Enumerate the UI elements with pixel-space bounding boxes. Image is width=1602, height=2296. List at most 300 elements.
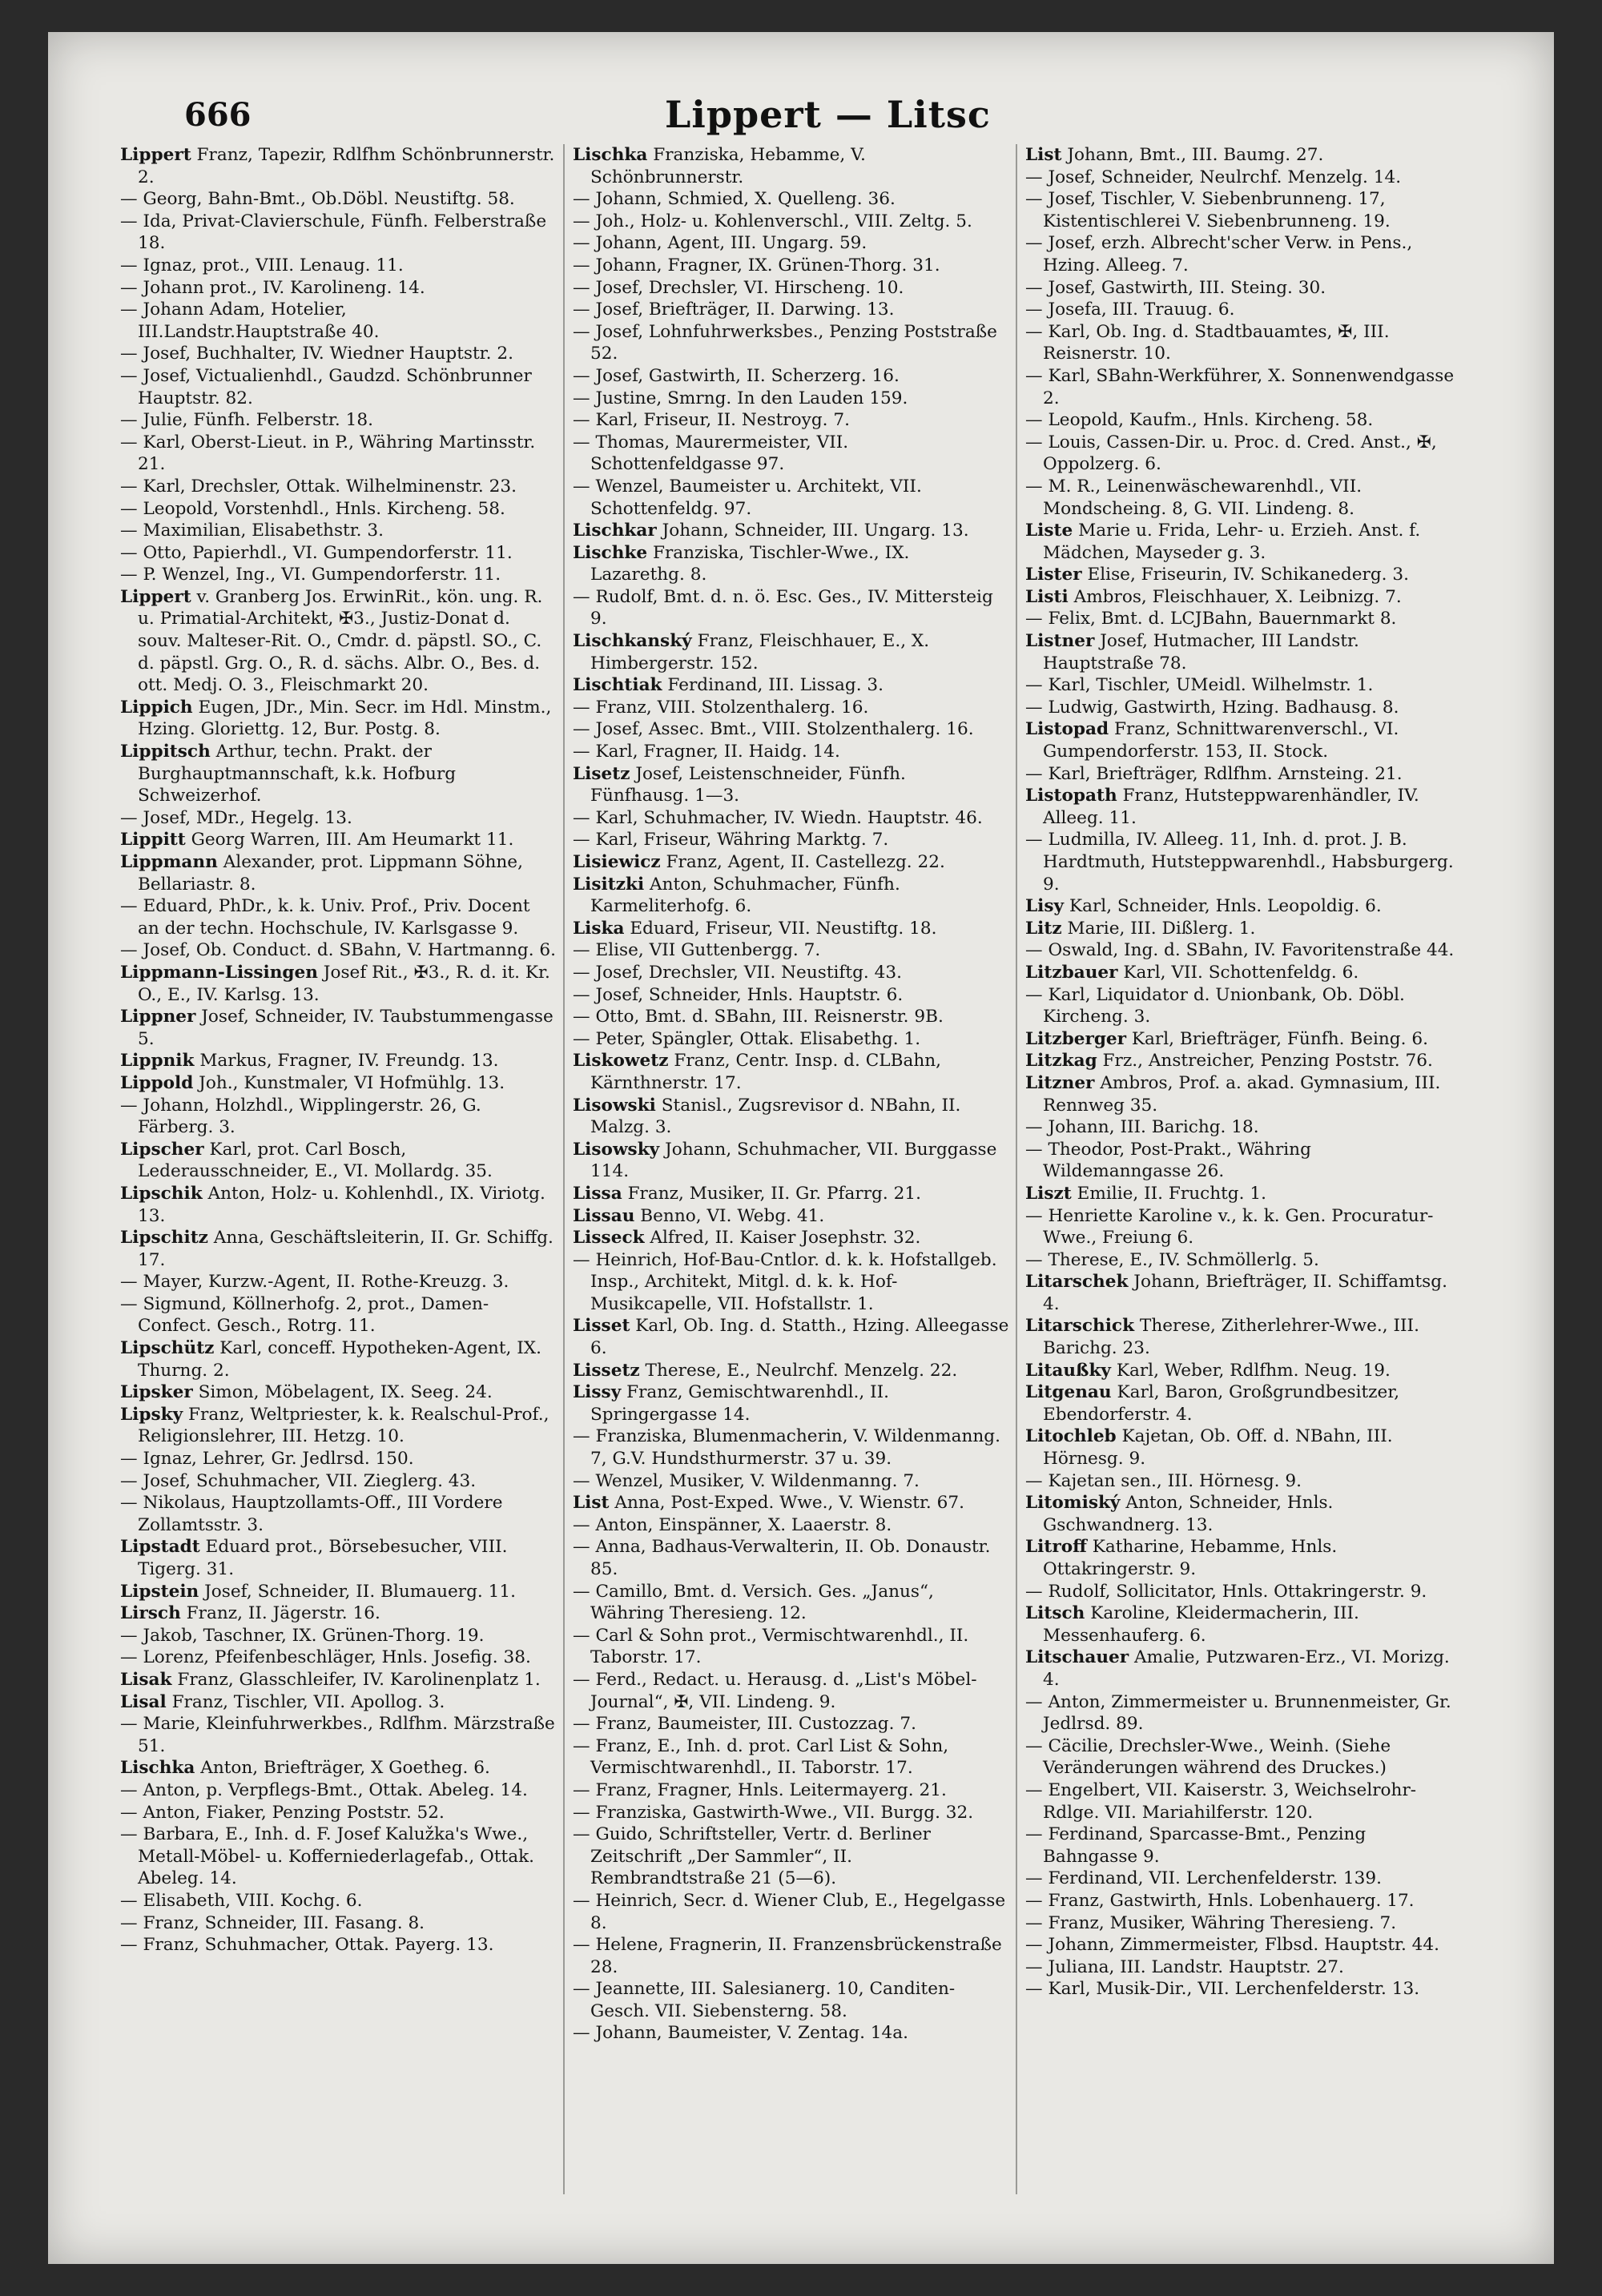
entry-text: Arthur, techn. Prakt. der Burghauptmannschaft, k.k. Hofburg Schweizerhof. xyxy=(138,742,457,806)
directory-entry xyxy=(573,1625,1009,1669)
entry-text: — Josef, Drechsler, VI. Hirscheng. 10. xyxy=(573,277,904,298)
directory-entry xyxy=(120,1647,557,1669)
entry-text: Anton, Schuhmacher, Fünfh. Karmeliterhofg. 6. xyxy=(590,874,900,917)
directory-entry xyxy=(573,144,1009,188)
entry-surname: Litzner xyxy=(1025,1072,1095,1093)
entry-surname: Lipschik xyxy=(120,1183,203,1204)
entry-surname: Lipstein xyxy=(120,1581,199,1602)
entry-text: Therese, E., Neulrchf. Menzelg. 22. xyxy=(639,1360,958,1381)
entry-text: Alexander, prot. Lippmann Söhne, Bellariastr. 8. xyxy=(138,852,523,895)
directory-entry xyxy=(1025,1602,1462,1647)
column-1 xyxy=(120,144,557,2194)
directory-entry xyxy=(573,388,1009,410)
entry-text: — Johann, Schmied, X. Quelleng. 36. xyxy=(573,189,896,210)
entry-text: — Josef, Drechsler, VII. Neustiftg. 43. xyxy=(573,962,902,983)
directory-entry xyxy=(573,188,1009,211)
entry-surname: Lisiewicz xyxy=(573,852,661,872)
entry-text: — Mayer, Kurzw.-Agent, II. Rothe-Kreuzg. 3. xyxy=(120,1272,509,1293)
entry-surname: Lischka xyxy=(120,1758,195,1779)
entry-text: — Johann, Fragner, IX. Grünen-Thorg. 31. xyxy=(573,255,940,275)
directory-entry xyxy=(573,1890,1009,1934)
entry-text: Anton, Schneider, Hnls. Gschwandnerg. 13. xyxy=(1043,1493,1334,1535)
entry-text: Ambros, Prof. a. akad. Gymnasium, III. Rennweg 35. xyxy=(1043,1072,1441,1116)
entry-text: — Franziska, Gastwirth-Wwe., VII. Burgg. 32. xyxy=(573,1802,974,1823)
directory-entry xyxy=(1025,188,1462,232)
entry-text: — Karl, Briefträger, Rdlfhm. Arnsteing. 21. xyxy=(1025,763,1403,784)
entry-text: — Louis, Cassen-Dir. u. Proc. d. Cred. Anst., ✠, Oppolzerg. 6. xyxy=(1025,432,1437,475)
directory-entry xyxy=(1025,321,1462,365)
directory-entry xyxy=(1025,520,1462,564)
entry-text: Franz, II. Jägerstr. 16. xyxy=(180,1603,380,1624)
entry-surname: Lischke xyxy=(573,542,648,563)
directory-entry xyxy=(120,343,557,365)
entry-text: — Franz, Musiker, Währing Theresieng. 7. xyxy=(1025,1912,1397,1933)
directory-entry xyxy=(573,1425,1009,1470)
directory-entry xyxy=(1025,432,1462,476)
entry-text: — Ignaz, Lehrer, Gr. Jedlrsd. 150. xyxy=(120,1449,414,1470)
directory-entry xyxy=(120,1757,557,1779)
directory-entry xyxy=(1025,1425,1462,1470)
entry-text: — Josef, Schneider, Neulrchf. Menzelg. 14. xyxy=(1025,167,1402,187)
entry-surname: Lippner xyxy=(120,1007,196,1027)
entry-text: — Karl, Ob. Ing. d. Stadtbauamtes, ✠, III. Reisnerstr. 10. xyxy=(1025,321,1390,364)
entry-text: — Karl, Liquidator d. Unionbank, Ob. Döbl. Kircheng. 3. xyxy=(1025,984,1405,1027)
directory-entry xyxy=(120,1713,557,1757)
entry-text: Josef, Schneider, IV. Taubstummengasse 5. xyxy=(138,1007,553,1049)
entry-text: — Cäcilie, Drechsler-Wwe., Weinh. (Siehe Veränderungen während des Druckes.) xyxy=(1025,1735,1391,1779)
directory-entry xyxy=(1025,1249,1462,1272)
directory-entry xyxy=(573,520,1009,542)
directory-entry xyxy=(1025,564,1462,586)
entry-text: Karl, VII. Schottenfeldg. 6. xyxy=(1117,962,1359,983)
entry-text: Marie u. Frida, Lehr- u. Erzieh. Anst. f. Mädchen, Mayseder g. 3. xyxy=(1043,521,1421,563)
entry-text: — P. Wenzel, Ing., VI. Gumpendorferstr. 11. xyxy=(120,565,501,585)
entry-text: — Henriette Karoline v., k. k. Gen. Procuratur-Wwe., Freiung 6. xyxy=(1025,1205,1434,1249)
entry-text: — Leopold, Vorstenhdl., Hnls. Kircheng. 58. xyxy=(120,498,505,519)
directory-entry xyxy=(1025,365,1462,409)
directory-entry xyxy=(120,1183,557,1227)
directory-entry xyxy=(573,630,1009,674)
entry-text: Amalie, Putzwaren-Erz., VI. Morizg. 4. xyxy=(1043,1647,1450,1690)
entry-text: — Ignaz, prot., VIII. Lenaug. 11. xyxy=(120,255,404,275)
entry-surname: Lischkar xyxy=(573,521,657,541)
entry-text: Elise, Friseurin, IV. Schikanederg. 3. xyxy=(1081,565,1410,585)
entry-text: Karl, Schneider, Hnls. Leopoldig. 6. xyxy=(1064,896,1382,917)
entry-text: — Engelbert, VII. Kaiserstr. 3, Weichselrohr-Rdlge. VII. Mariahilferstr. 120. xyxy=(1025,1779,1417,1823)
entry-text: — Franz, Schneider, III. Fasang. 8. xyxy=(120,1912,425,1933)
directory-entry xyxy=(1025,1824,1462,1868)
entry-text: Karl, conceff. Hypotheken-Agent, IX. Thurng. 2. xyxy=(138,1338,541,1381)
directory-entry xyxy=(573,1360,1009,1382)
entry-text: Stanisl., Zugsrevisor d. NBahn, II. Malzg. 3. xyxy=(590,1095,961,1138)
entry-text: Franz, Tischler, VII. Apollog. 3. xyxy=(166,1691,445,1712)
entry-text: — Josef, erzh. Albrecht'scher Verw. in Pens., Hzing. Alleeg. 7. xyxy=(1025,233,1413,275)
entry-surname: Lisal xyxy=(120,1691,167,1712)
directory-entry xyxy=(1025,144,1462,167)
directory-entry xyxy=(573,586,1009,630)
directory-entry xyxy=(120,829,557,851)
entry-text: — Josef, Schneider, Hnls. Hauptstr. 6. xyxy=(573,984,904,1005)
directory-entry xyxy=(120,255,557,277)
entry-surname: Listner xyxy=(1025,631,1095,652)
directory-entry xyxy=(573,1669,1009,1713)
directory-entry xyxy=(573,1713,1009,1735)
entry-text: — Franz, E., Inh. d. prot. Carl List & Sohn, Vermischtwarenhdl., II. Taborstr. 17. xyxy=(573,1735,949,1779)
directory-entry xyxy=(120,851,557,895)
directory-entry xyxy=(1025,1072,1462,1116)
entry-text: Franziska, Hebamme, V. Schönbrunnerstr. xyxy=(590,145,866,187)
entry-text: — Karl, Schuhmacher, IV. Wiedn. Hauptstr. 46. xyxy=(573,807,983,828)
entry-text: — Rudolf, Bmt. d. n. ö. Esc. Ges., IV. Mittersteig 9. xyxy=(573,586,993,629)
directory-entry xyxy=(120,432,557,476)
directory-entry xyxy=(573,1824,1009,1890)
entry-text: — Franziska, Blumenmacherin, V. Wildenmanng. 7, G.V. Hundsthurmerstr. 37 u. 39. xyxy=(573,1426,1000,1470)
directory-entry xyxy=(1025,409,1462,432)
directory-entry xyxy=(1025,476,1462,520)
entry-surname: Listopath xyxy=(1025,786,1117,806)
entry-text: — Karl, Friseur, II. Nestroyg. 7. xyxy=(573,410,850,431)
directory-entry xyxy=(1025,674,1462,697)
directory-entry xyxy=(573,741,1009,763)
directory-entry xyxy=(120,962,557,1006)
entry-text: — Josef, Lohnfuhrwerksbes., Penzing Poststraße 52. xyxy=(573,321,997,364)
entry-text: Joh., Kunstmaler, VI Hofmühlg. 13. xyxy=(193,1072,505,1093)
directory-entry xyxy=(120,1890,557,1912)
directory-entry xyxy=(1025,1934,1462,1956)
entry-text: — Heinrich, Secr. d. Wiener Club, E., Hegelgasse 8. xyxy=(573,1890,1006,1933)
entry-text: — Josef, Victualienhdl., Gaudzd. Schönbrunner Hauptstr. 82. xyxy=(120,365,532,408)
entry-text: — Justine, Smrng. In den Lauden 159. xyxy=(573,388,908,408)
directory-entry xyxy=(573,1470,1009,1493)
entry-text: — Heinrich, Hof-Bau-Cntlor. d. k. k. Hofstallgeb. Insp., Architekt, Mitgl. d. k. k. Hof-Musikcapelle, VII. Hofstallstr. 1. xyxy=(573,1249,997,1314)
directory-entry xyxy=(573,432,1009,476)
running-head: Lippert — Litsc xyxy=(665,93,991,136)
entry-text: — Nikolaus, Hauptzollamts-Off., III Vordere Zollamtsstr. 3. xyxy=(120,1493,503,1535)
entry-text: Johann, Schuhmacher, VII. Burggasse 114. xyxy=(590,1139,997,1182)
entry-surname: Litgenau xyxy=(1025,1382,1112,1403)
directory-entry xyxy=(1025,232,1462,276)
entry-text: — Anton, p. Verpflegs-Bmt., Ottak. Abeleg. 14. xyxy=(120,1779,528,1800)
entry-surname: Litarschick xyxy=(1025,1316,1135,1337)
entry-text: — Johann prot., IV. Karolineng. 14. xyxy=(120,277,425,298)
directory-entry xyxy=(120,586,557,697)
entry-text: Franz, Agent, II. Castellezg. 22. xyxy=(660,852,945,872)
entry-surname: Litsch xyxy=(1025,1603,1085,1624)
entry-text: Anna, Geschäftsleiterin, II. Gr. Schiffg. 17. xyxy=(138,1228,553,1270)
entry-text: — Josef, Gastwirth, II. Scherzerg. 16. xyxy=(573,365,900,386)
directory-entry xyxy=(120,697,557,741)
entry-surname: Lisseck xyxy=(573,1228,645,1249)
directory-entry xyxy=(573,1028,1009,1051)
directory-entry xyxy=(573,763,1009,807)
directory-entry xyxy=(573,1802,1009,1824)
directory-entry xyxy=(120,188,557,211)
directory-entry xyxy=(120,1006,557,1050)
entry-text: — Josefa, III. Trauug. 6. xyxy=(1025,300,1235,320)
column-divider xyxy=(563,144,565,2194)
directory-entry xyxy=(1025,1183,1462,1205)
directory-entry xyxy=(120,1492,557,1536)
directory-entry xyxy=(573,1139,1009,1183)
directory-entry xyxy=(120,520,557,542)
directory-entry xyxy=(573,321,1009,365)
directory-entry xyxy=(573,851,1009,874)
entry-text: Katharine, Hebamme, Hnls. Ottakringerstr. 9. xyxy=(1043,1537,1338,1579)
directory-entry xyxy=(120,1404,557,1448)
directory-entry xyxy=(573,718,1009,741)
entry-surname: Lippich xyxy=(120,697,193,718)
entry-text: — Johann Adam, Hotelier, III.Landstr.Hauptstraße 40. xyxy=(120,300,380,342)
directory-entry xyxy=(1025,1581,1462,1603)
directory-entry xyxy=(1025,1050,1462,1072)
directory-entry xyxy=(573,2022,1009,2045)
page-number: 666 xyxy=(184,96,252,134)
directory-entry xyxy=(1025,984,1462,1028)
entry-surname: Lippitsch xyxy=(120,742,211,762)
directory-entry xyxy=(1025,299,1462,321)
directory-entry xyxy=(573,232,1009,255)
entry-surname: Lissa xyxy=(573,1183,622,1204)
entry-text: Franz, Glasschleifer, IV. Karolinenplatz 1. xyxy=(171,1669,541,1690)
entry-text: Johann, Briefträger, II. Schiffamtsg. 4. xyxy=(1043,1272,1447,1314)
entry-surname: Litzkag xyxy=(1025,1051,1097,1072)
entry-text: — Julie, Fünfh. Felberstr. 18. xyxy=(120,410,373,431)
entry-text: — Thomas, Maurermeister, VII. Schottenfeldgasse 97. xyxy=(573,432,849,475)
entry-text: — Therese, E., IV. Schmöllerlg. 5. xyxy=(1025,1249,1319,1270)
entry-surname: Lister xyxy=(1025,565,1082,585)
directory-entry xyxy=(1025,1381,1462,1425)
entry-text: — Josef, Briefträger, II. Darwing. 13. xyxy=(573,300,895,320)
entry-surname: Lischka xyxy=(573,145,648,165)
directory-entry xyxy=(573,1514,1009,1537)
directory-entry xyxy=(120,1381,557,1404)
directory-entry xyxy=(1025,1271,1462,1315)
directory-entry xyxy=(120,564,557,586)
entry-surname: Liskowetz xyxy=(573,1051,669,1072)
directory-entry xyxy=(573,1581,1009,1625)
directory-entry xyxy=(120,1625,557,1647)
entry-text: — Jakob, Taschner, IX. Grünen-Thorg. 19. xyxy=(120,1625,485,1646)
directory-entry xyxy=(573,874,1009,918)
entry-text: Alfred, II. Kaiser Josephstr. 32. xyxy=(644,1228,921,1249)
directory-entry xyxy=(120,144,557,188)
entry-text: — Georg, Bahn-Bmt., Ob.Döbl. Neustiftg. 58. xyxy=(120,189,515,210)
directory-entry xyxy=(573,1536,1009,1580)
entry-text: — Oswald, Ing. d. SBahn, IV. Favoritenstraße 44. xyxy=(1025,940,1455,961)
directory-entry xyxy=(1025,1139,1462,1183)
entry-text: — Wenzel, Baumeister u. Architekt, VII. Schottenfeldg. 97. xyxy=(573,476,922,519)
entry-text: — Kajetan sen., III. Hörnesg. 9. xyxy=(1025,1470,1302,1491)
entry-surname: Lissau xyxy=(573,1205,635,1226)
entry-text: — Karl, Musik-Dir., VII. Lerchenfelderstr. 13. xyxy=(1025,1979,1420,2000)
directory-entry xyxy=(573,1978,1009,2022)
directory-entry xyxy=(1025,1360,1462,1382)
entry-text: Marie, III. Dißlerg. 1. xyxy=(1061,918,1256,939)
entry-text: Josef, Schneider, II. Blumauerg. 11. xyxy=(199,1581,516,1602)
entry-surname: Liska xyxy=(573,918,625,939)
directory-entry xyxy=(1025,630,1462,674)
directory-entry xyxy=(1025,1890,1462,1912)
entry-surname: Lisy xyxy=(1025,896,1065,917)
directory-entry xyxy=(573,829,1009,851)
entry-surname: Lischtiak xyxy=(573,675,662,696)
entry-text: — Helene, Fragnerin, II. Franzensbrückenstraße 28. xyxy=(573,1935,1002,1977)
directory-entry xyxy=(1025,1779,1462,1824)
entry-surname: List xyxy=(573,1493,610,1514)
entry-text: Franz, Musiker, II. Gr. Pfarrg. 21. xyxy=(622,1183,921,1204)
entry-text: — Camillo, Bmt. d. Versich. Ges. „Janus“, Währing Theresieng. 12. xyxy=(573,1581,934,1624)
entry-surname: Liszt xyxy=(1025,1183,1072,1204)
directory-entry xyxy=(573,1095,1009,1139)
directory-entry xyxy=(573,1227,1009,1249)
entry-text: — Josef, Gastwirth, III. Steing. 30. xyxy=(1025,277,1326,298)
entry-text: — Franz, Schuhmacher, Ottak. Payerg. 13. xyxy=(120,1935,494,1956)
entry-text: Simon, Möbelagent, IX. Seeg. 24. xyxy=(192,1382,493,1403)
directory-entry xyxy=(573,1006,1009,1028)
directory-entry xyxy=(1025,1116,1462,1139)
entry-text: — Elise, VII Guttenbergg. 7. xyxy=(573,940,821,961)
entry-text: — Wenzel, Musiker, V. Wildenmanng. 7. xyxy=(573,1470,920,1491)
directory-entry xyxy=(573,1779,1009,1802)
entry-surname: Litschauer xyxy=(1025,1647,1129,1668)
directory-entry xyxy=(120,1050,557,1072)
entry-text: Ferdinand, III. Lissag. 3. xyxy=(662,675,884,696)
directory-entry xyxy=(1025,608,1462,630)
entry-text: — Johann, Baumeister, V. Zentag. 14a. xyxy=(573,2023,909,2044)
entry-text: Anton, Holz- u. Kohlenhdl., IX. Viriotg. 13. xyxy=(138,1183,545,1226)
entry-text: — Ida, Privat-Clavierschule, Fünfh. Felberstraße 18. xyxy=(120,211,547,254)
entry-text: — Ludmilla, IV. Alleeg. 11, Inh. d. prot. J. B. Hardtmuth, Hutsteppwarenhdl., Habsburgerg. 9. xyxy=(1025,830,1454,895)
entry-text: Karl, Briefträger, Fünfh. Being. 6. xyxy=(1126,1028,1428,1049)
entry-surname: Litomiský xyxy=(1025,1493,1121,1514)
directory-entry xyxy=(573,939,1009,962)
entry-text: Franz, Schnittwarenverschl., VI. Gumpendorferstr. 153, II. Stock. xyxy=(1043,719,1399,762)
directory-entry xyxy=(1025,1536,1462,1580)
column-3 xyxy=(1025,144,1462,2194)
directory-entry xyxy=(1025,586,1462,609)
entry-surname: Lippnik xyxy=(120,1051,195,1072)
entry-surname: Litaußky xyxy=(1025,1360,1111,1381)
entry-text: — Josef, Ob. Conduct. d. SBahn, V. Hartmanng. 6. xyxy=(120,940,557,961)
directory-entry xyxy=(1025,1956,1462,1979)
directory-entry xyxy=(573,542,1009,586)
directory-entry xyxy=(573,365,1009,388)
entry-text: — Lorenz, Pfeifenbeschläger, Hnls. Josefig. 38. xyxy=(120,1647,531,1668)
entry-text: — Otto, Bmt. d. SBahn, III. Reisnerstr. 9B. xyxy=(573,1007,944,1027)
directory-entry xyxy=(120,1934,557,1956)
entry-text: — M. R., Leinenwäschewarenhdl., VII. Mondscheing. 8, G. VII. Lindeng. 8. xyxy=(1025,476,1363,519)
directory-entry xyxy=(1025,1028,1462,1051)
directory-entry xyxy=(573,1050,1009,1094)
directory-entry xyxy=(573,277,1009,300)
entry-text: Karoline, Kleidermacherin, III. Messenhauferg. 6. xyxy=(1043,1603,1359,1646)
directory-entry xyxy=(1025,1868,1462,1890)
directory-entry xyxy=(1025,895,1462,918)
entry-text: Karl, Ob. Ing. d. Statth., Hzing. Alleegasse 6. xyxy=(590,1316,1009,1359)
entry-text: — Ferdinand, Sparcasse-Bmt., Penzing Bahngasse 9. xyxy=(1025,1824,1367,1867)
directory-entry xyxy=(573,697,1009,719)
directory-entry xyxy=(1025,1912,1462,1935)
entry-text: Ambros, Fleischhauer, X. Leibnizg. 7. xyxy=(1068,586,1402,607)
entry-text: Frz., Anstreicher, Penzing Poststr. 76. xyxy=(1097,1051,1433,1072)
entry-text: — Anton, Einspänner, X. Laaerstr. 8. xyxy=(573,1514,892,1535)
directory-entry xyxy=(1025,763,1462,786)
directory-entry xyxy=(120,1227,557,1271)
directory-entry xyxy=(573,807,1009,830)
entry-text: — Karl, Oberst-Lieut. in P., Währing Martinsstr. 21. xyxy=(120,432,536,475)
directory-entry xyxy=(120,1293,557,1337)
directory-entry xyxy=(120,895,557,939)
entry-text: — Joh., Holz- u. Kohlenverschl., VIII. Zeltg. 5. xyxy=(573,211,972,231)
directory-entry xyxy=(120,1779,557,1802)
entry-text: — Juliana, III. Landstr. Hauptstr. 27. xyxy=(1025,1956,1344,1977)
directory-entry xyxy=(120,1536,557,1580)
directory-entry xyxy=(573,1249,1009,1316)
entry-surname: Lisowsky xyxy=(573,1139,660,1160)
directory-entry xyxy=(120,1072,557,1095)
directory-entry xyxy=(1025,785,1462,829)
directory-entry xyxy=(573,1934,1009,1978)
directory-entry xyxy=(1025,1691,1462,1735)
entry-text: — Anton, Zimmermeister u. Brunnenmeister, Gr. Jedlrsd. 89. xyxy=(1025,1691,1451,1735)
entry-text: Anton, Briefträger, X Goetheg. 6. xyxy=(195,1758,490,1779)
directory-entry xyxy=(120,1581,557,1603)
entry-surname: Lisitzki xyxy=(573,874,645,895)
directory-entry xyxy=(1025,167,1462,189)
entry-text: — Rudolf, Sollicitator, Hnls. Ottakringerstr. 9. xyxy=(1025,1581,1427,1602)
entry-text: Emilie, II. Fruchtg. 1. xyxy=(1071,1183,1266,1204)
entry-text: Josef, Hutmacher, III Landstr. Hauptstraße 78. xyxy=(1043,631,1359,674)
entry-text: Josef, Leistenschneider, Fünfh. Fünfhausg. 1—3. xyxy=(590,763,906,806)
directory-entry xyxy=(120,1139,557,1183)
entry-text: — Guido, Schriftsteller, Vertr. d. Berliner Zeitschrift „Der Sammler“, II. Rembrandtstraße 21 (5—6). xyxy=(573,1824,931,1889)
directory-entry xyxy=(120,542,557,565)
directory-entry xyxy=(1025,1735,1462,1779)
entry-text: Karl, prot. Carl Bosch, Lederausschneider, E., VI. Mollardg. 35. xyxy=(138,1139,493,1182)
directory-entry xyxy=(573,476,1009,520)
entry-surname: Lipschütz xyxy=(120,1338,215,1359)
entry-text: Benno, VI. Webg. 41. xyxy=(634,1205,825,1226)
directory-entry xyxy=(120,1337,557,1381)
directory-entry xyxy=(1025,1978,1462,2000)
entry-text: — Karl, Friseur, Währing Marktg. 7. xyxy=(573,830,889,850)
entry-surname: Litz xyxy=(1025,918,1062,939)
entry-text: Franz, Fleischhauer, E., X. Himbergerstr. 152. xyxy=(590,631,930,674)
entry-text: Markus, Fragner, IV. Freundg. 13. xyxy=(194,1051,499,1072)
directory-entry xyxy=(120,1669,557,1691)
entry-text: — Johann, III. Barichg. 18. xyxy=(1025,1117,1259,1138)
entry-text: — Eduard, PhDr., k. k. Univ. Prof., Priv. Docent an der techn. Hochschule, IV. Karlsgasse 9. xyxy=(120,896,530,939)
directory-entry xyxy=(573,1735,1009,1779)
entry-text: — Felix, Bmt. d. LCJBahn, Bauernmarkt 8. xyxy=(1025,609,1397,629)
entry-text: — Franz, Gastwirth, Hnls. Lobenhauerg. 17. xyxy=(1025,1890,1415,1911)
entry-surname: Lischkanský xyxy=(573,631,692,652)
entry-text: — Barbara, E., Inh. d. F. Josef Kalužka's Wwe., Metall-Möbel- u. Kofferniederlagefab., Ottak. Abeleg. 14. xyxy=(120,1824,535,1889)
directory-entry xyxy=(1025,1492,1462,1536)
entry-text: — Maximilian, Elisabethstr. 3. xyxy=(120,521,384,541)
entry-surname: Lipsky xyxy=(120,1404,183,1425)
entry-text: v. Granberg Jos. ErwinRit., kön. ung. R. u. Primatial-Architekt, ✠3., Justiz-Donat d. souv. Malteser-Rit. O., Cmdr. d. päpstl. SO., C. d. päpstl. Grg. O., R. d. sächs. Albr. O., Bes. d. ott. Medj. O. 3., Fleischmarkt 20. xyxy=(138,586,543,696)
directory-entry xyxy=(120,741,557,807)
entry-surname: Lippert xyxy=(120,586,191,607)
directory-entry xyxy=(573,409,1009,432)
directory-entry xyxy=(573,918,1009,940)
entry-surname: Lipsker xyxy=(120,1382,193,1403)
entry-text: — Karl, Fragner, II. Haidg. 14. xyxy=(573,742,840,762)
entry-surname: Lippitt xyxy=(120,830,186,850)
entry-text: Franz, Centr. Insp. d. CLBahn, Kärnthnerstr. 17. xyxy=(590,1051,942,1093)
directory-entry xyxy=(120,1802,557,1824)
